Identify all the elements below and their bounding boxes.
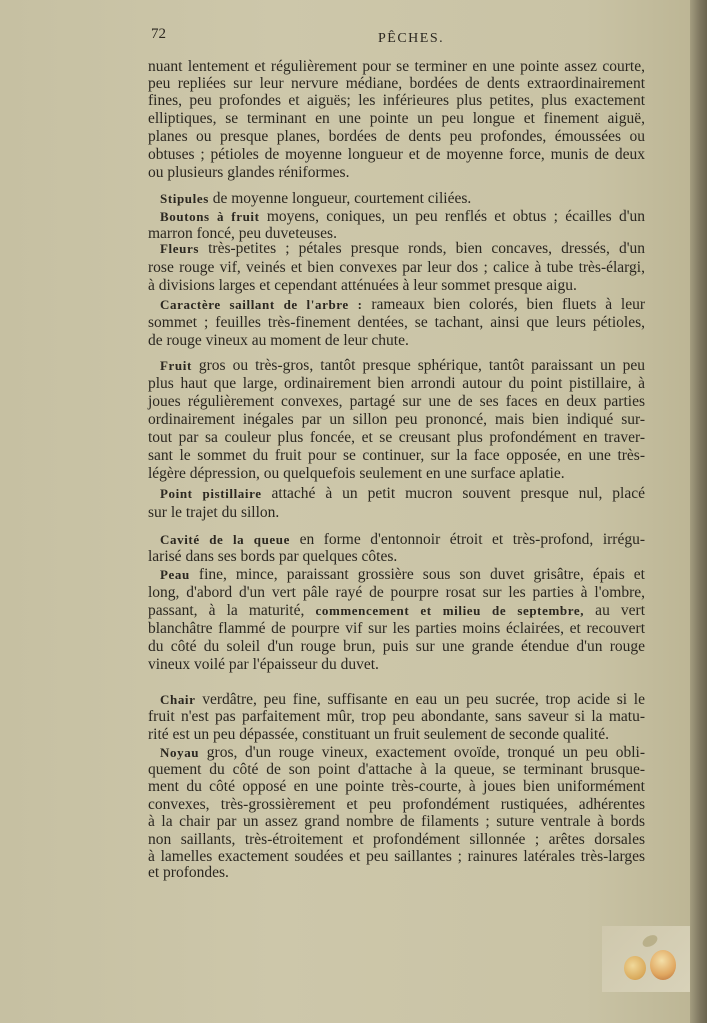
text-line (160, 357, 645, 375)
book-page-edge (690, 0, 707, 1023)
bold-heading-term: Peau (160, 567, 190, 582)
text-segment: très-petites ; pétales presque ronds, bien concaves, dressés, d'un (198, 240, 645, 257)
text-line (148, 602, 645, 620)
text-line (148, 726, 645, 744)
text-line (160, 485, 645, 503)
text-segment: tout par sa couleur plus foncée, et se creusant plus profondément en traver- (148, 429, 645, 446)
bold-heading-term: commencement et milieu de septembre, (315, 603, 585, 618)
text-line (148, 761, 645, 779)
text-line (148, 504, 645, 522)
peach-shape (650, 950, 676, 980)
text-line (148, 429, 645, 447)
peach-illustration-fragment (602, 926, 690, 992)
text-line (148, 375, 645, 393)
text-segment: joues régulièrement convexes, partagé sur une de ses faces en deux parties (148, 393, 645, 410)
text-segment: elliptiques, se terminant en une pointe un peu longue et finement aiguë, (148, 110, 645, 127)
text-segment: obtuses ; pétioles de moyenne longueur et de moyenne force, munis de deux (148, 146, 645, 163)
text-segment: ordinairement inégales par un sillon peu prononcé, mais bien indiqué sur- (148, 411, 645, 428)
text-line (148, 778, 645, 796)
text-line (148, 831, 645, 849)
text-line (148, 314, 645, 332)
text-segment: de rouge vineux au moment de leur chute. (148, 332, 409, 349)
bold-heading-term: Noyau (160, 745, 200, 760)
bold-heading-term: Boutons à fruit (160, 209, 260, 224)
text-line (160, 566, 645, 584)
text-segment: marron foncé, peu duveteuses. (148, 225, 337, 242)
text-segment: moyens, coniques, un peu renflés et obtus ; écailles d'un (259, 208, 645, 225)
text-segment: vineux voilé par l'épaisseur du duvet. (148, 656, 379, 673)
text-line (160, 531, 645, 549)
bold-heading-term: Cavité de la queue (160, 532, 291, 547)
text-line (160, 744, 645, 762)
text-line (148, 620, 645, 638)
text-segment: gros ou très-gros, tantôt presque sphérique, tantôt paraissant un peu (191, 357, 645, 374)
text-line (148, 277, 645, 295)
text-segment: et profondes. (148, 864, 229, 881)
text-segment: rose rouge vif, veinés et bien convexes par leur dos ; calice à tube très-élargi, (148, 259, 645, 276)
leaf-shape (641, 933, 660, 950)
text-segment: verdâtre, peu fine, suffisante en eau un peu sucrée, trop acide si le (195, 691, 645, 708)
text-line (148, 75, 645, 93)
text-line (148, 332, 645, 350)
text-line (148, 411, 645, 429)
text-segment: ou plusieurs glandes réniformes. (148, 164, 350, 181)
text-line (160, 691, 645, 709)
text-line (148, 548, 645, 566)
text-line (148, 796, 645, 814)
text-line (148, 447, 645, 465)
text-line (148, 864, 645, 882)
text-line (148, 465, 645, 483)
bold-heading-term: Point pistillaire (160, 486, 262, 501)
text-line (148, 584, 645, 602)
running-title: PÊCHES. (378, 31, 445, 46)
text-segment: blanchâtre flammé de pourpre vif sur les parties moins éclairées, et recouvert (148, 620, 645, 637)
text-line (148, 708, 645, 726)
bold-heading-term: Fleurs (160, 241, 199, 256)
text-line (148, 393, 645, 411)
text-segment: du côté du soleil d'un rouge brun, puis sur une grande étendue d'un rouge (148, 638, 645, 655)
text-segment: sommet ; feuilles très-finement dentées, se tachant, ainsi que leurs pétioles, (148, 314, 645, 331)
text-line (148, 259, 645, 277)
text-line (148, 164, 645, 182)
text-segment: rité est un peu dépassée, constituant un fruit seulement de seconde qualité. (148, 726, 609, 743)
text-line (160, 190, 645, 208)
text-segment: fine, mince, paraissant grossière sous son duvet grisâtre, épais et (189, 566, 645, 583)
text-segment: plus haut que large, ordinairement bien arrondi autour du point pistillaire, à (148, 375, 645, 392)
text-line (148, 58, 645, 76)
text-segment: gros, d'un rouge vineux, exactement ovoïde, tronqué un peu obli- (199, 744, 645, 761)
text-line (148, 92, 645, 110)
text-line (148, 638, 645, 656)
text-segment: à divisions larges et cependant atténuées à leur sommet presque aigu. (148, 277, 577, 294)
bold-heading-term: Chair (160, 692, 196, 707)
bold-heading-term: Caractère saillant de l'arbre : (160, 297, 363, 312)
text-segment: nuant lentement et régulièrement pour se terminer en une pointe assez courte, (148, 58, 645, 75)
text-line (148, 656, 645, 674)
text-line (148, 110, 645, 128)
text-segment: à la chair par un assez grand nombre de filaments ; suture ventrale à bords (148, 813, 645, 830)
text-segment: à lamelles exactement soudées et peu saillantes ; rainures latérales très-larges (148, 848, 645, 865)
text-line (160, 240, 645, 258)
bold-heading-term: Stipules (160, 191, 209, 206)
text-line (160, 296, 645, 314)
text-segment: fines, peu profondes et aiguës; les inférieures plus petites, plus exactement (148, 92, 645, 109)
text-segment: long, d'abord d'un vert pâle rayé de pourpre rosat sur les parties à l'ombre, (148, 584, 645, 601)
text-segment: en forme d'entonnoir étroit et très-profond, irrégu- (290, 531, 645, 548)
text-segment: sant le sommet du fruit pour se continuer, sur la face opposée, en une très- (148, 447, 645, 464)
text-segment: légère dépression, ou quelquefois seulement en une surface aplatie. (148, 465, 565, 482)
text-segment: sur le trajet du sillon. (148, 504, 280, 521)
peach-shape (624, 956, 646, 980)
text-line (148, 813, 645, 831)
text-segment: attaché à un petit mucron souvent presque nul, placé (261, 485, 645, 502)
text-segment: fruit n'est pas parfaitement mûr, trop peu abondante, sans saveur si la matu- (148, 708, 645, 725)
text-segment: larisé dans ses bords par quelques côtes. (148, 548, 398, 565)
text-segment: passant, à la maturité, (148, 602, 316, 619)
text-line (148, 128, 645, 146)
text-line (160, 208, 645, 226)
text-segment: non saillants, très-étroitement et profondément sillonnée ; arêtes dorsales (148, 831, 645, 848)
text-segment: au vert (584, 602, 646, 619)
text-segment: convexes, très-grossièrement et peu profondément rustiquées, adhérentes (148, 796, 645, 813)
text-segment: planes ou presque planes, bordées de dents peu profondes, émoussées ou (148, 128, 645, 145)
text-segment: quement du côté de son point d'attache à la queue, se terminant brusque- (148, 761, 645, 778)
text-line (148, 146, 645, 164)
text-segment: rameaux bien colorés, bien fluets à leur (362, 296, 645, 313)
page-number: 72 (151, 26, 166, 42)
text-segment: de moyenne longueur, courtement ciliées. (208, 190, 472, 207)
bold-heading-term: Fruit (160, 358, 192, 373)
text-segment: peu repliées sur leur nervure médiane, bordées de dents extraordinairement (148, 75, 645, 92)
text-segment: ment du côté opposé en une pointe très-courte, à joues bien uniformément (148, 778, 645, 795)
